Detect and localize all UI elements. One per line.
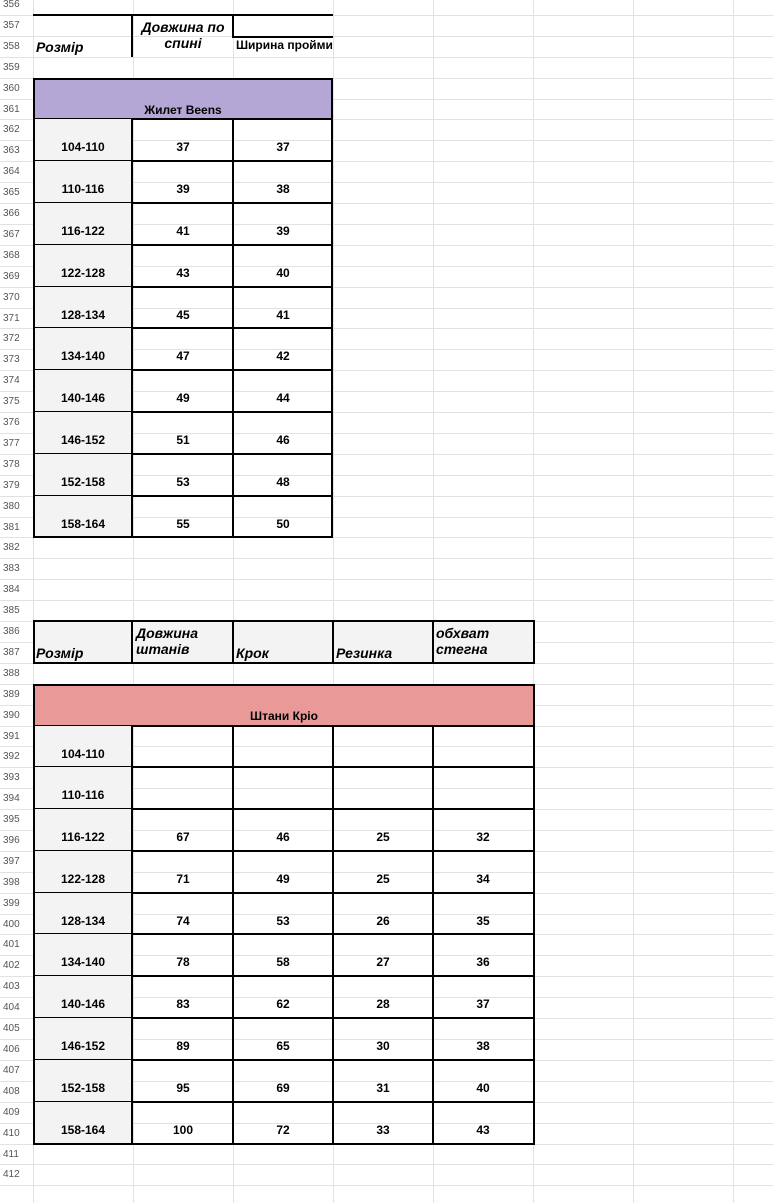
gridline-h — [0, 558, 773, 559]
vest-size-cell[interactable]: 122-128 — [35, 245, 131, 287]
vest-back-length-cell[interactable]: 39 — [176, 182, 190, 196]
pants-waistband-cell[interactable]: 28 — [376, 997, 390, 1011]
cell-border — [33, 662, 535, 664]
vest-back-length-cell[interactable]: 55 — [176, 517, 190, 531]
row-number[interactable]: 366 — [3, 208, 20, 219]
row-number[interactable]: 365 — [3, 187, 20, 198]
cell-border — [232, 726, 234, 1144]
pants-hip-cell[interactable]: 38 — [476, 1039, 490, 1053]
row-number[interactable]: 383 — [3, 563, 20, 574]
vest-size-cell[interactable]: 134-140 — [35, 328, 131, 370]
pants-length-cell[interactable]: 83 — [176, 997, 190, 1011]
pants-inseam-cell[interactable]: 72 — [276, 1123, 290, 1137]
row-number[interactable]: 371 — [3, 313, 20, 324]
pants-inseam-cell[interactable] — [233, 726, 333, 768]
vest-back-length-cell[interactable]: 37 — [176, 140, 190, 154]
pants-size-cell[interactable]: 104-110 — [35, 726, 131, 768]
vest-back-length-cell[interactable]: 41 — [176, 224, 190, 238]
pants-length-cell[interactable]: 89 — [176, 1039, 190, 1053]
pants-hip-cell[interactable]: 34 — [476, 872, 490, 886]
vest-armhole-width-cell[interactable]: 41 — [276, 308, 290, 322]
vest-armhole-width-cell[interactable]: 37 — [276, 140, 290, 154]
cell-border — [33, 78, 35, 120]
vest-size-cell[interactable]: 158-164 — [35, 496, 131, 538]
pants-hip-cell[interactable]: 37 — [476, 997, 490, 1011]
pants-inseam-cell[interactable]: 53 — [276, 914, 290, 928]
gridline-v — [633, 0, 634, 1203]
row-number[interactable]: 381 — [3, 522, 20, 533]
vest-back-length-cell[interactable]: 51 — [176, 433, 190, 447]
pants-inseam-cell[interactable] — [233, 767, 333, 809]
cell-border — [331, 119, 333, 537]
vest-header-armhole-width[interactable]: Ширина пройми — [236, 38, 333, 52]
pants-size-cell[interactable]: 134-140 — [35, 934, 131, 976]
pants-hip-cell[interactable]: 32 — [476, 830, 490, 844]
row-number[interactable]: 402 — [3, 960, 20, 971]
vest-back-length-cell[interactable]: 49 — [176, 391, 190, 405]
vest-armhole-width-cell[interactable]: 46 — [276, 433, 290, 447]
pants-inseam-cell[interactable]: 58 — [276, 955, 290, 969]
pants-waistband-cell[interactable]: 33 — [376, 1123, 390, 1137]
gridline-h — [0, 57, 773, 58]
cell-border — [33, 620, 535, 622]
row-number[interactable]: 406 — [3, 1044, 20, 1055]
row-number[interactable]: 396 — [3, 835, 20, 846]
row-number[interactable]: 398 — [3, 877, 20, 888]
pants-waistband-cell[interactable]: 25 — [376, 872, 390, 886]
cell-border — [331, 78, 333, 120]
cell-border — [232, 119, 234, 537]
row-number[interactable]: 376 — [3, 417, 20, 428]
vest-armhole-width-cell[interactable]: 42 — [276, 349, 290, 363]
pants-size-cell[interactable]: 152-158 — [35, 1060, 131, 1102]
cell-border — [33, 14, 333, 16]
vest-title-banner[interactable]: Жилет Beens — [33, 78, 333, 120]
cell-border — [33, 684, 35, 726]
cell-border — [131, 726, 133, 1144]
row-number[interactable]: 391 — [3, 731, 20, 742]
vest-header-back-length[interactable]: Довжина по спині — [141, 19, 225, 51]
row-number[interactable]: 392 — [3, 751, 20, 762]
vest-size-cell[interactable]: 152-158 — [35, 454, 131, 496]
pants-inseam-cell[interactable]: 46 — [276, 830, 290, 844]
pants-length-cell[interactable]: 100 — [172, 1123, 194, 1137]
cell-border — [232, 621, 234, 663]
vest-back-length-cell[interactable]: 47 — [176, 349, 190, 363]
vest-size-cell[interactable]: 140-146 — [35, 370, 131, 412]
pants-size-cell[interactable]: 146-152 — [35, 1018, 131, 1060]
row-number[interactable]: 388 — [3, 668, 20, 679]
vest-size-cell[interactable]: 110-116 — [35, 161, 131, 203]
row-number[interactable]: 405 — [3, 1023, 20, 1034]
pants-header-hip[interactable]: обхват стегна — [436, 625, 490, 657]
gridline-h — [0, 1164, 773, 1165]
cell-border — [432, 621, 434, 663]
row-number[interactable]: 382 — [3, 542, 20, 553]
row-number[interactable]: 369 — [3, 271, 20, 282]
cell-border — [131, 15, 133, 57]
vest-armhole-width-cell[interactable]: 44 — [276, 391, 290, 405]
cell-border — [332, 621, 334, 663]
pants-length-cell[interactable]: 95 — [176, 1081, 190, 1095]
pants-size-cell[interactable]: 128-134 — [35, 893, 131, 935]
pants-length-cell[interactable]: 74 — [176, 914, 190, 928]
pants-length-cell[interactable]: 71 — [176, 872, 190, 886]
vest-armhole-width-cell[interactable]: 50 — [276, 517, 290, 531]
pants-header-inseam[interactable]: Крок — [236, 645, 269, 661]
gridline-h — [0, 36, 773, 37]
gridline-h — [0, 1185, 773, 1186]
pants-hip-cell[interactable] — [433, 767, 533, 809]
pants-header-waistband[interactable]: Резинка — [336, 645, 393, 661]
row-number[interactable]: 375 — [3, 396, 20, 407]
cell-border — [33, 536, 333, 538]
pants-size-cell[interactable]: 110-116 — [35, 767, 131, 809]
row-number[interactable]: 356 — [3, 0, 20, 10]
row-number[interactable]: 400 — [3, 919, 20, 930]
row-number[interactable]: 360 — [3, 83, 20, 94]
row-number[interactable]: 359 — [3, 62, 20, 73]
row-number[interactable]: 358 — [3, 41, 20, 52]
row-number[interactable]: 401 — [3, 939, 20, 950]
pants-waistband-cell[interactable]: 25 — [376, 830, 390, 844]
row-number[interactable]: 377 — [3, 438, 20, 449]
pants-length-cell[interactable] — [133, 726, 233, 768]
pants-waistband-cell[interactable] — [333, 726, 433, 768]
pants-waistband-cell[interactable]: 26 — [376, 914, 390, 928]
pants-inseam-cell[interactable]: 49 — [276, 872, 290, 886]
vest-size-cell[interactable]: 128-134 — [35, 287, 131, 329]
row-number[interactable]: 395 — [3, 814, 20, 825]
cell-border — [131, 119, 133, 537]
row-number[interactable]: 397 — [3, 856, 20, 867]
cell-border — [432, 726, 434, 1144]
pants-title-banner[interactable]: Штани Кріо — [33, 684, 535, 726]
pants-header-size[interactable]: Розмір — [36, 645, 84, 661]
cell-border — [232, 15, 234, 37]
row-number[interactable]: 370 — [3, 292, 20, 303]
vest-armhole-width-cell[interactable]: 40 — [276, 266, 290, 280]
pants-waistband-cell[interactable]: 30 — [376, 1039, 390, 1053]
row-number[interactable]: 408 — [3, 1086, 20, 1097]
cell-border — [332, 726, 334, 1144]
row-number[interactable]: 361 — [3, 104, 20, 115]
vest-armhole-width-cell[interactable]: 48 — [276, 475, 290, 489]
row-number[interactable]: 368 — [3, 250, 20, 261]
vest-size-cell[interactable]: 104-110 — [35, 119, 131, 161]
pants-waistband-cell[interactable]: 27 — [376, 955, 390, 969]
row-number[interactable]: 399 — [3, 898, 20, 909]
cell-border — [533, 726, 535, 1144]
vest-back-length-cell[interactable]: 45 — [176, 308, 190, 322]
gridline-v — [733, 0, 734, 1203]
vest-header-size[interactable]: Розмір — [36, 39, 84, 55]
cell-border — [33, 726, 35, 1144]
pants-size-cell[interactable]: 140-146 — [35, 976, 131, 1018]
pants-inseam-cell[interactable]: 65 — [276, 1039, 290, 1053]
row-number[interactable]: 385 — [3, 605, 20, 616]
cell-border — [33, 684, 535, 686]
row-number[interactable]: 367 — [3, 229, 20, 240]
pants-length-cell[interactable]: 67 — [176, 830, 190, 844]
cell-border — [131, 621, 133, 663]
pants-inseam-cell[interactable]: 62 — [276, 997, 290, 1011]
gridline-h — [0, 579, 773, 580]
cell-border — [533, 621, 535, 663]
row-number[interactable]: 404 — [3, 1002, 20, 1013]
vest-armhole-width-cell[interactable]: 38 — [276, 182, 290, 196]
pants-hip-cell[interactable]: 35 — [476, 914, 490, 928]
row-number[interactable]: 384 — [3, 584, 20, 595]
cell-border — [33, 78, 333, 80]
row-number[interactable]: 411 — [3, 1149, 19, 1160]
cell-border — [533, 684, 535, 726]
cell-border — [33, 1143, 535, 1145]
pants-length-cell[interactable] — [133, 767, 233, 809]
row-number[interactable]: 386 — [3, 626, 20, 637]
row-number[interactable]: 390 — [3, 710, 20, 721]
pants-hip-cell[interactable]: 36 — [476, 955, 490, 969]
vest-armhole-width-cell[interactable]: 39 — [276, 224, 290, 238]
row-number[interactable]: 373 — [3, 354, 20, 365]
row-number[interactable]: 380 — [3, 501, 20, 512]
vest-size-cell[interactable]: 116-122 — [35, 203, 131, 245]
row-number[interactable]: 409 — [3, 1107, 20, 1118]
row-number[interactable]: 372 — [3, 333, 20, 344]
row-number[interactable]: 364 — [3, 166, 20, 177]
cell-border — [33, 119, 35, 537]
pants-waistband-cell[interactable]: 31 — [376, 1081, 390, 1095]
cell-border — [232, 36, 333, 38]
row-number[interactable]: 412 — [3, 1169, 20, 1180]
row-number[interactable]: 403 — [3, 981, 20, 992]
pants-size-cell[interactable]: 122-128 — [35, 851, 131, 893]
row-number[interactable]: 389 — [3, 689, 20, 700]
vest-back-length-cell[interactable]: 43 — [176, 266, 190, 280]
row-number[interactable]: 387 — [3, 647, 20, 658]
pants-size-cell[interactable]: 158-164 — [35, 1102, 131, 1144]
pants-length-cell[interactable]: 78 — [176, 955, 190, 969]
row-number[interactable]: 357 — [3, 20, 20, 31]
pants-hip-cell[interactable]: 40 — [476, 1081, 490, 1095]
row-number[interactable]: 394 — [3, 793, 20, 804]
vest-size-cell[interactable]: 146-152 — [35, 412, 131, 454]
row-number[interactable]: 362 — [3, 124, 20, 135]
pants-header-length[interactable]: Довжина штанів — [136, 625, 199, 657]
cell-border — [33, 621, 35, 663]
row-number[interactable]: 374 — [3, 375, 20, 386]
row-number[interactable]: 410 — [3, 1128, 20, 1139]
row-number[interactable]: 378 — [3, 459, 20, 470]
pants-inseam-cell[interactable]: 69 — [276, 1081, 290, 1095]
pants-hip-cell[interactable] — [433, 726, 533, 768]
gridline-h — [0, 600, 773, 601]
row-number[interactable]: 379 — [3, 480, 20, 491]
pants-waistband-cell[interactable] — [333, 767, 433, 809]
row-number[interactable]: 393 — [3, 772, 20, 783]
pants-hip-cell[interactable]: 43 — [476, 1123, 490, 1137]
row-number[interactable]: 363 — [3, 145, 20, 156]
row-number[interactable]: 407 — [3, 1065, 20, 1076]
pants-size-cell[interactable]: 116-122 — [35, 809, 131, 851]
vest-back-length-cell[interactable]: 53 — [176, 475, 190, 489]
